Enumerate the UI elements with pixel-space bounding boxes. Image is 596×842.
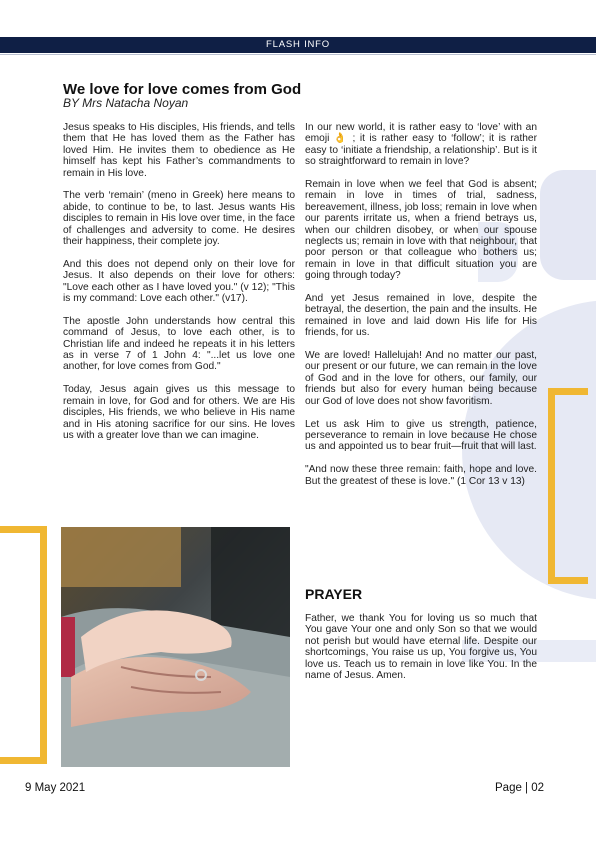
article-title: We love for love comes from God: [63, 81, 302, 98]
paragraph: The apostle John understands how central this command of Jesus, to love each other, is to Christian life and indeed he repeats it in his letters as in verse 7 of 1 John 4: "...let us love one another, for love comes from God.": [63, 315, 295, 373]
left-column: [63, 122, 295, 453]
prayer-heading: PRAYER: [305, 586, 363, 602]
paragraph: In our new world, it is rather easy to ‘love’ with an emoji 👌 ; it is rather easy to ‘follow’; it is rather easy to ‘initiate a friendship, a relationship’. But is it so straightforward to remain in love?: [305, 122, 537, 168]
header-bar: [0, 37, 596, 53]
paragraph: "And now these three remain: faith, hope and love. But the greatest of these is love." (1 Cor 13 v 13): [305, 464, 537, 487]
article-byline: BY Mrs Natacha Noyan: [63, 96, 189, 110]
paragraph: And this does not depend only on their love for Jesus. It also depends on their love for others: "Love each other as I have loved you." (v 12); "This is my command: Love each other." (v17).: [63, 258, 295, 305]
right-column: [305, 122, 537, 498]
paragraph: Remain in love when we feel that God is absent; remain in love in times of trial, sadness, bereavement, illness, job loss; remain in love when our parents irritate us, when a friend betrays us, when our children disobey, or when our spouse neglects us; remain in love with that neighbour, that poor person or that colleague who bothers us; remain in love in that difficult situation you are going through today?: [305, 179, 537, 282]
gold-frame-left: [0, 526, 47, 764]
paragraph: Jesus speaks to His disciples, His friends, and tells them that He has loved them as the Father has loved Him. He invites them to obedience as He himself has kept his Father’s commandments to remain in His love.: [63, 122, 295, 179]
decorative-cross-arm: [540, 170, 596, 280]
paragraph: Let us ask Him to give us strength, patience, perseverance to remain in love because He chose us and appointed us to bear fruit—fruit that will last.: [305, 418, 537, 453]
paragraph: Today, Jesus again gives us this message to remain in love, for God and for others. We are His disciples, His friends, we who believe in His name and in His atoning sacrifice for our sins. He loves us with a greater love than we can imagine.: [63, 384, 295, 441]
paragraph: The verb ‘remain’ (meno in Greek) here means to abide, to continue to be, to last. Jesus wants His disciples to remain in His love over time, in the face of challenges and adversity to come. He desires their happiness, their complete joy.: [63, 190, 295, 248]
header-label: FLASH INFO: [266, 39, 330, 50]
paragraph: And yet Jesus remained in love, despite the betrayal, the desertion, the pain and the insults. He remained in love and laid down His life for His friends, for us.: [305, 293, 537, 339]
prayer-text: Father, we thank You for loving us so much that You gave Your one and only Son so that we would not perish but would have eternal life. Despite our shortcomings, You raise us up, You forgive us, You love us. Teach us to remain in love like You. In the name of Jesus. Amen.: [305, 613, 537, 682]
footer-date: 9 May 2021: [25, 782, 86, 794]
footer-page-number: Page | 02: [495, 782, 545, 794]
holding-hands-photo: [61, 527, 290, 767]
paragraph: We are loved! Hallelujah! And no matter our past, our present or our future, we can remain in the love of God and in the love for others, our family, our friends but also for every human being because our God of love does not show favoritism.: [305, 350, 537, 407]
header-rule: [0, 54, 596, 55]
gold-frame-right: [548, 388, 588, 584]
